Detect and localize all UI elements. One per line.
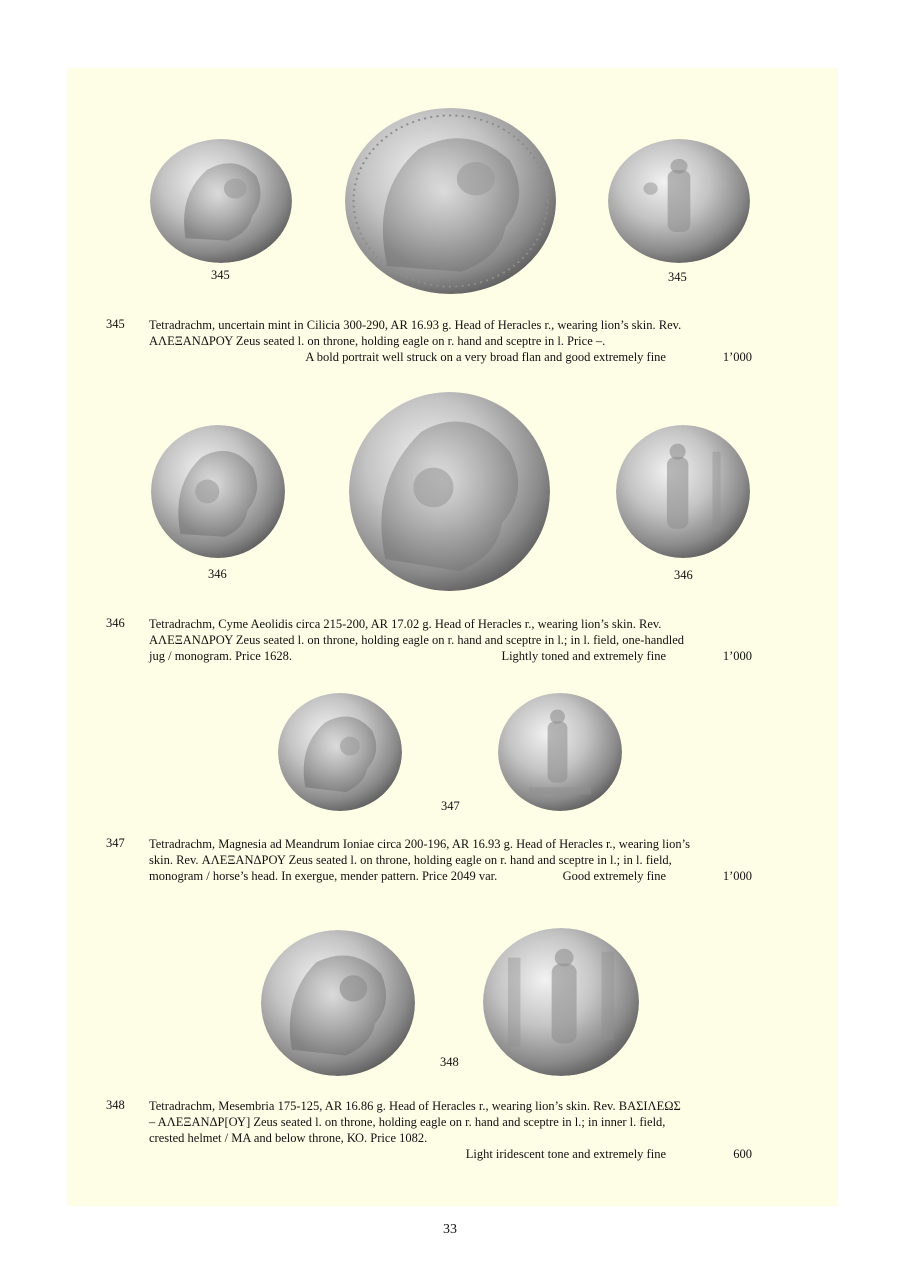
desc-line: ΑΛΕΞΑΝΔΡΟΥ Zeus seated l. on throne, holding eagle on r. hand and sceptre in l.; in l. field, one-handled xyxy=(149,633,685,647)
desc-line: skin. Rev. ΑΛΕΞΑΝΔΡΟΥ Zeus seated l. on throne, holding eagle on r. hand and sceptre in l.; in l. field, xyxy=(149,853,672,867)
estimate-price: 600 xyxy=(733,1147,752,1161)
coin-345-obverse-small xyxy=(150,139,292,263)
coin-347-obverse xyxy=(278,693,402,811)
lot-description-348 xyxy=(149,1098,752,1162)
grade-row xyxy=(149,648,752,664)
coin-347-reverse xyxy=(498,693,622,811)
lot-description-347 xyxy=(149,836,752,884)
grade-row xyxy=(149,1146,752,1162)
photo-label-345-obverse: 345 xyxy=(211,268,230,282)
photo-label-345-reverse: 345 xyxy=(668,270,687,284)
estimate-price: 1’000 xyxy=(722,869,752,883)
coin-346-reverse xyxy=(616,425,750,558)
grade-text: Light iridescent tone and extremely fine xyxy=(465,1147,666,1161)
lot-description-345 xyxy=(149,317,752,365)
lot-number-347: 347 xyxy=(106,836,125,850)
photo-label-346-reverse: 346 xyxy=(674,568,693,582)
desc-line: monogram / horse’s head. In exergue, mender pattern. Price 2049 var. xyxy=(149,869,498,883)
desc-line: Tetradrachm, Cyme Aeolidis circa 215-200, AR 17.02 g. Head of Heracles r., wearing lion’s skin. Rev. xyxy=(149,617,662,631)
desc-line: crested helmet / ΜΑ and below throne, ΚΟ. Price 1082. xyxy=(149,1131,428,1145)
page-number: 33 xyxy=(443,1222,457,1237)
grade-text: Good extremely fine xyxy=(562,869,666,883)
coin-345-reverse xyxy=(608,139,750,263)
coin-348-obverse xyxy=(261,930,415,1076)
lot-description-346 xyxy=(149,616,752,664)
desc-line: Tetradrachm, Mesembria 175-125, AR 16.86 g. Head of Heracles r., wearing lion’s skin. Rev. ΒΑΣΙΛΕΩΣ xyxy=(149,1099,681,1113)
photo-label-347: 347 xyxy=(441,799,460,813)
coin-346-obverse-small xyxy=(151,425,285,558)
coin-346-obverse-large xyxy=(349,392,550,591)
photo-label-348: 348 xyxy=(440,1055,459,1069)
desc-line: – ΑΛΕΞΑΝΔΡ[ΟΥ] Zeus seated l. on throne, holding eagle on r. hand and sceptre in l.; in inner l. field, xyxy=(149,1115,666,1129)
lot-number-346: 346 xyxy=(106,616,125,630)
estimate-price: 1’000 xyxy=(722,649,752,663)
coin-345-obverse-large xyxy=(345,108,556,294)
desc-line: Tetradrachm, uncertain mint in Cilicia 300-290, AR 16.93 g. Head of Heracles r., wearing lion’s skin. Rev. xyxy=(149,318,682,332)
grade-row xyxy=(149,349,752,365)
desc-line: jug / monogram. Price 1628. xyxy=(149,649,293,663)
grade-row xyxy=(149,868,752,884)
desc-line: ΑΛΕΞΑΝΔΡΟΥ Zeus seated l. on throne, holding eagle on r. hand and sceptre in l. Price –. xyxy=(149,334,606,348)
grade-text: Lightly toned and extremely fine xyxy=(501,649,666,663)
desc-line: Tetradrachm, Magnesia ad Meandrum Ioniae circa 200-196, AR 16.93 g. Head of Heracles r., wearing lion’s xyxy=(149,837,690,851)
estimate-price: 1’000 xyxy=(722,350,752,364)
photo-label-346-obverse: 346 xyxy=(208,567,227,581)
coin-348-reverse xyxy=(483,928,639,1076)
lot-number-348: 348 xyxy=(106,1098,125,1112)
grade-text: A bold portrait well struck on a very broad flan and good extremely fine xyxy=(305,350,666,364)
lot-number-345: 345 xyxy=(106,317,125,331)
